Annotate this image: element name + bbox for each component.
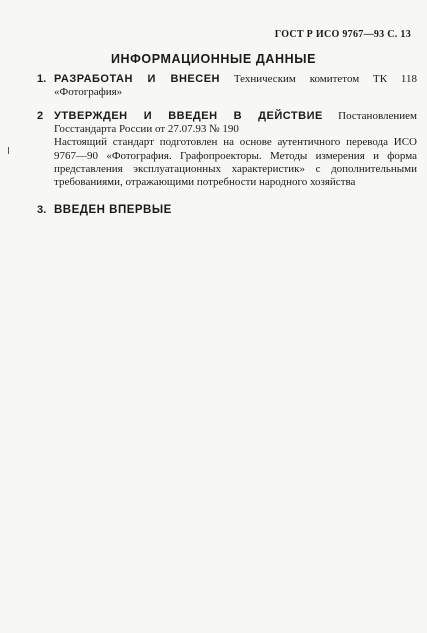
item-body bbox=[54, 73, 417, 99]
item-lead: ВВЕДЕН ВПЕРВЫЕ bbox=[54, 204, 172, 216]
info-item-3 bbox=[37, 204, 417, 217]
item-number: 1. bbox=[37, 73, 47, 85]
info-item-1 bbox=[37, 73, 417, 99]
item-text: Техническим комитетом ТК 118 «Фотография» bbox=[54, 73, 417, 99]
item-text: Постановлением Госстандарта России от 27.07.93 № 190 bbox=[54, 110, 417, 136]
page-header: ГОСТ Р ИСО 9767—93 С. 13 bbox=[274, 29, 411, 40]
item-lead: УТВЕРЖДЕН И ВВЕДЕН В ДЕЙСТВИЕ bbox=[54, 110, 323, 122]
section-title: ИНФОРМАЦИОННЫЕ ДАННЫЕ bbox=[110, 52, 317, 66]
item-paragraph: Настоящий стандарт подготовлен на основе аутентичного перевода ИСО 9767—90 «Фотография. Графопроекторы. Методы измерения и форма представления эксплуатационных характеристик» с дополнительными требованиями, отражающими потребности народного хозяйства bbox=[54, 136, 417, 189]
item-first-paragraph bbox=[54, 110, 417, 136]
item-number: 3. bbox=[37, 204, 47, 216]
margin-mark bbox=[8, 147, 9, 154]
item-body bbox=[54, 204, 417, 217]
item-body bbox=[54, 110, 417, 189]
info-item-2 bbox=[37, 110, 417, 189]
item-number: 2 bbox=[37, 110, 44, 122]
item-lead: РАЗРАБОТАН И ВНЕСЕН bbox=[54, 73, 220, 85]
